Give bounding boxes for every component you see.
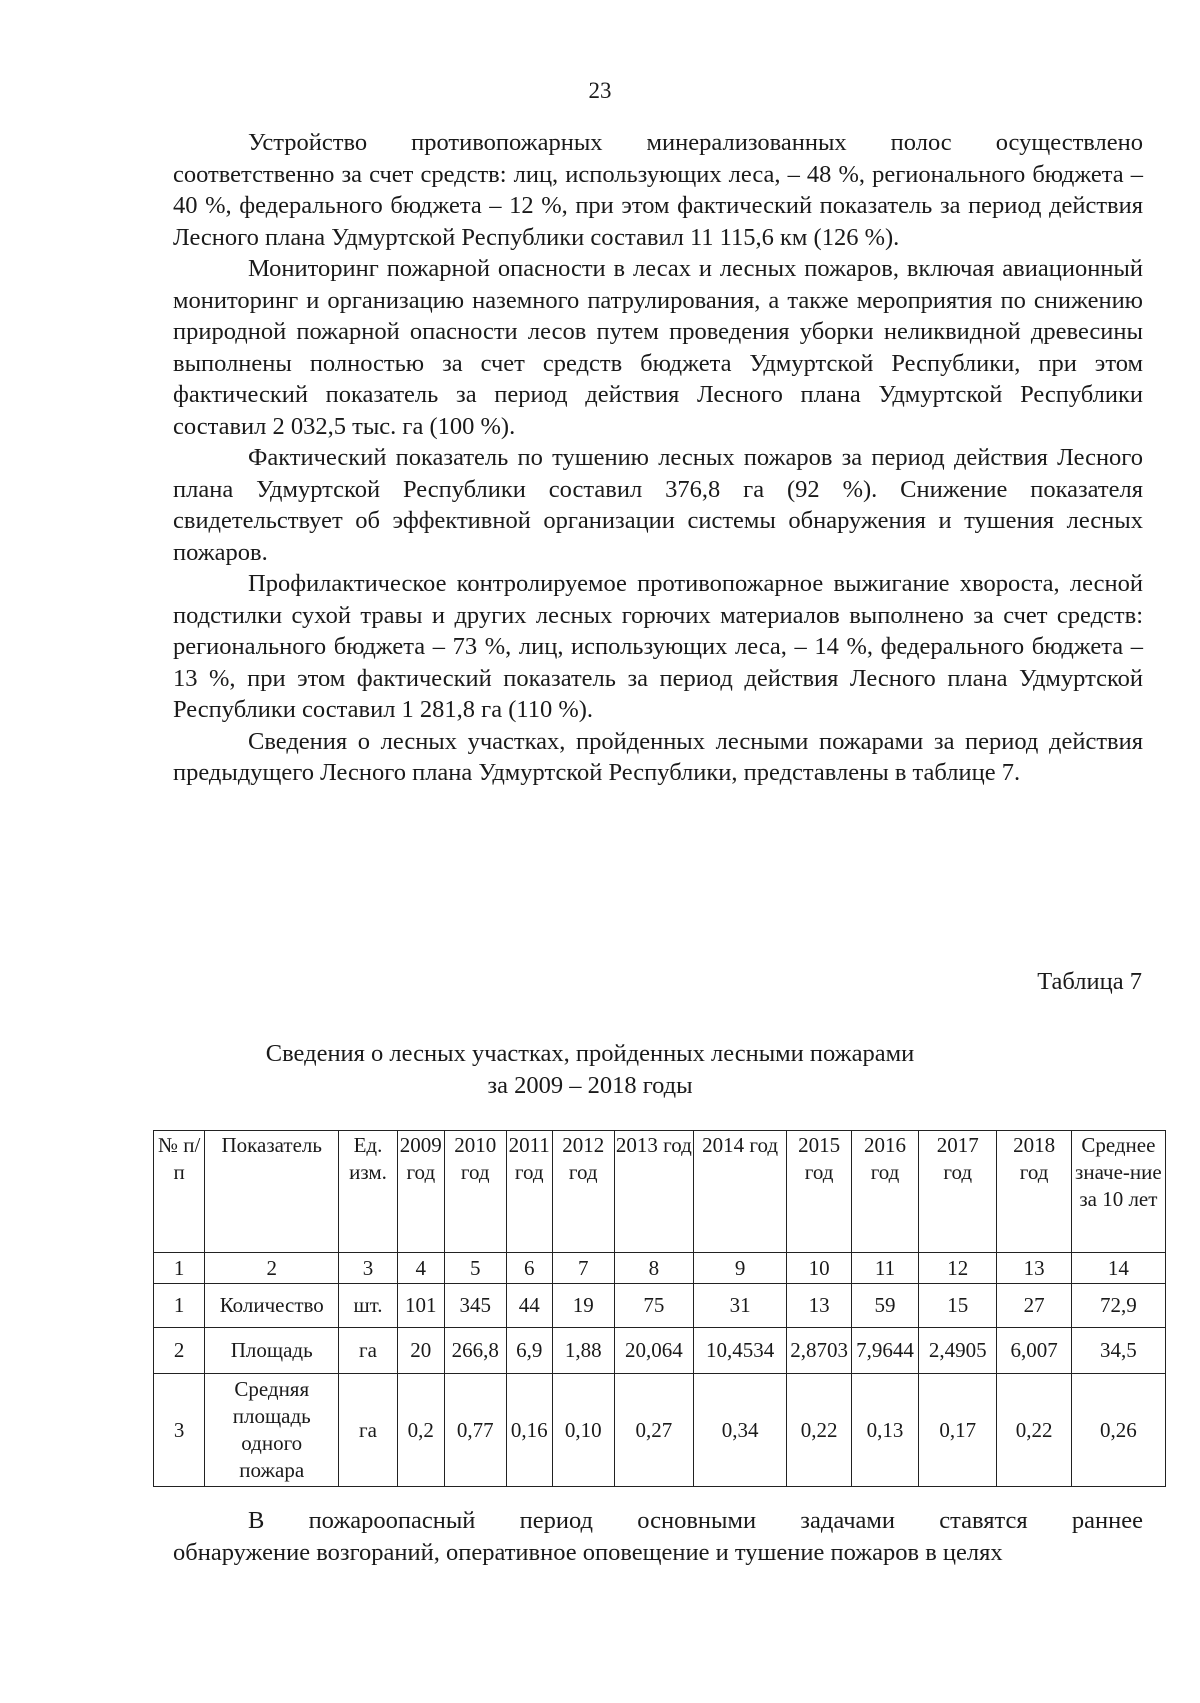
header-cell: 2014 год [694,1131,787,1253]
table-cell: 345 [444,1284,506,1328]
column-number-cell: 5 [444,1253,506,1284]
column-number-cell: 4 [397,1253,444,1284]
table-cell: 59 [852,1284,919,1328]
table-cell: 0,77 [444,1374,506,1487]
header-cell: 2011 год [506,1131,552,1253]
closing-line: обнаружение возгораний, оперативное оповещение и тушение пожаров в целях [173,1539,1003,1566]
paragraph: Устройство противопожарных минерализованных полос осуществлено соответственно за счет средств: лиц, использующих леса, – 48 %, регионального бюджета – 40 %, федерального бюджета – 12 %, при этом фактический показатель за период действия Лесного плана Удмуртской Республики составил 11 115,6 км (126 %). [173,129,1143,251]
column-number-cell: 8 [614,1253,694,1284]
header-cell: 2017 год [919,1131,997,1253]
column-number-cell: 7 [552,1253,614,1284]
table-cell: 0,10 [552,1374,614,1487]
table-cell: 0,22 [787,1374,852,1487]
page-number: 23 [588,78,612,103]
table-cell: 0,16 [506,1374,552,1487]
column-number-cell: 6 [506,1253,552,1284]
table-cell: 72,9 [1071,1284,1165,1328]
table-cell: Площадь [205,1328,339,1374]
table-cell: 6,9 [506,1328,552,1374]
table-label: Таблица 7 [1037,968,1142,995]
table-cell: 19 [552,1284,614,1328]
table-cell: Средняя площадь одного пожара [205,1374,339,1487]
table-cell: 7,9644 [852,1328,919,1374]
header-cell: Показатель [205,1131,339,1253]
table-cell: 10,4534 [694,1328,787,1374]
table-cell: 266,8 [444,1328,506,1374]
header-cell: 2010 год [444,1131,506,1253]
paragraph: Мониторинг пожарной опасности в лесах и лесных пожаров, включая авиационный мониторинг и организацию наземного патрулирования, а также мероприятия по снижению природной пожарной опасности лесов путем проведения уборки неликвидной древесины выполнены полностью за счет средств бюджета Удмуртской Республики, при этом фактический показатель за период действия Лесного плана Удмуртской Республики составил 2 032,5 тыс. га (100 %). [173,255,1143,440]
header-cell: Среднее значе-ние за 10 лет [1071,1131,1165,1253]
column-number-row [154,1253,1166,1284]
paragraph: Профилактическое контролируемое противопожарное выжигание хвороста, лесной подстилки сухой травы и других лесных горючих материалов выполнено за счет средств: регионального бюджета – 73 %, лиц, использующих леса, – 14 %, федерального бюджета – 13 %, при этом фактический показатель за период действия Лесного плана Удмуртской Республики составил 1 281,8 га (110 %). [173,570,1143,723]
table-cell: 0,34 [694,1374,787,1487]
table-row [154,1284,1166,1328]
closing-paragraph [173,1505,1143,1569]
table-cell: 0,2 [397,1374,444,1487]
column-number-cell: 3 [339,1253,398,1284]
column-number-cell: 13 [997,1253,1071,1284]
column-number-cell: 10 [787,1253,852,1284]
table-cell: га [339,1374,398,1487]
table-cell: Количество [205,1284,339,1328]
column-number-cell: 12 [919,1253,997,1284]
header-cell: 2016 год [852,1131,919,1253]
table-cell: 0,13 [852,1374,919,1487]
paragraph: Фактический показатель по тушению лесных пожаров за период действия Лесного плана Удмуртской Республики составил 376,8 га (92 %). Снижение показателя свидетельствует об эффективной организации системы обнаружения и тушения лесных пожаров. [173,444,1143,566]
table-cell: 34,5 [1071,1328,1165,1374]
header-cell: 2009 год [397,1131,444,1253]
table-cell: 75 [614,1284,694,1328]
table-cell: шт. [339,1284,398,1328]
table-row [154,1328,1166,1374]
table-cell: 0,17 [919,1374,997,1487]
table-cell: 0,26 [1071,1374,1165,1487]
table-cell: 1 [154,1284,205,1328]
column-number-cell: 1 [154,1253,205,1284]
table-cell: 0,27 [614,1374,694,1487]
header-cell: 2015 год [787,1131,852,1253]
table-cell: 2,4905 [919,1328,997,1374]
table-cell: 44 [506,1284,552,1328]
table-row [154,1374,1166,1487]
table-cell: 1,88 [552,1328,614,1374]
fires-table [153,1130,1166,1487]
table-cell: 20 [397,1328,444,1374]
table-cell: 27 [997,1284,1071,1328]
column-number-cell: 9 [694,1253,787,1284]
table-title-line: Сведения о лесных участках, пройденных лесными пожарами [265,1040,915,1067]
header-cell: 2012 год [552,1131,614,1253]
header-cell: Ед. изм. [339,1131,398,1253]
table-title [240,1038,940,1102]
column-number-cell: 2 [205,1253,339,1284]
table-cell: 101 [397,1284,444,1328]
table-cell: 20,064 [614,1328,694,1374]
table-cell: 31 [694,1284,787,1328]
closing-line: В пожароопасный период основными задачами ставятся раннее [248,1507,1143,1534]
table-cell: 3 [154,1374,205,1487]
table-title-line: за 2009 – 2018 годы [487,1072,693,1099]
paragraph: Сведения о лесных участках, пройденных лесными пожарами за период действия предыдущего Лесного плана Удмуртской Республики, представлены в таблице 7. [173,727,1143,786]
column-number-cell: 11 [852,1253,919,1284]
header-cell: № п/п [154,1131,205,1253]
body-text [173,127,1143,789]
table-header-row [154,1131,1166,1253]
table-cell: 15 [919,1284,997,1328]
header-cell: 2018 год [997,1131,1071,1253]
header-cell: 2013 год [614,1131,694,1253]
table-cell: га [339,1328,398,1374]
table-cell: 13 [787,1284,852,1328]
table-cell: 0,22 [997,1374,1071,1487]
table-cell: 2,8703 [787,1328,852,1374]
table-cell: 2 [154,1328,205,1374]
column-number-cell: 14 [1071,1253,1165,1284]
table-cell: 6,007 [997,1328,1071,1374]
